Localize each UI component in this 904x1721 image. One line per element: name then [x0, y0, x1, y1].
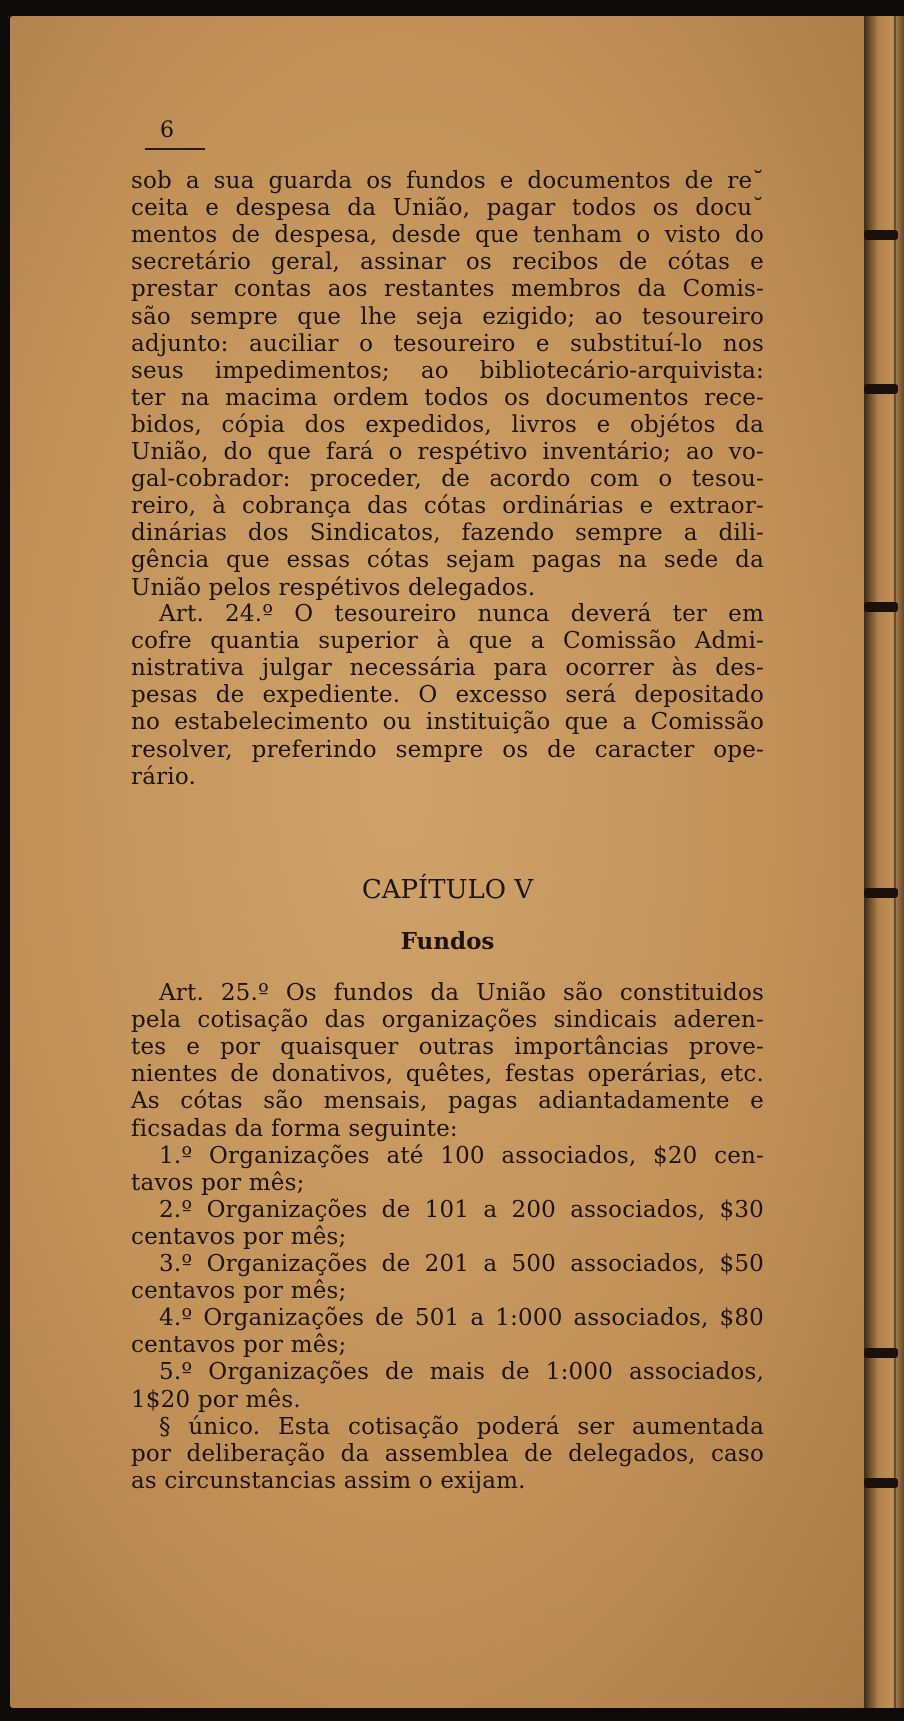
text-line: União, do que fará o respétivo inventário; ao vo- — [131, 439, 764, 465]
text-line: gência que essas cótas sejam pagas na sede da — [131, 547, 764, 574]
text-line: ceita e despesa da União, pagar todos os docu˘ — [131, 195, 764, 222]
text-line: pesas de expediente. O excesso será depositado — [131, 682, 764, 709]
text-line: prestar contas aos restantes membros da Comis- — [131, 276, 764, 303]
text-line: 3.º Organizações de 201 a 500 associados, $50 — [159, 1251, 764, 1277]
text-line: por deliberação da assemblea de delegados, caso — [131, 1440, 764, 1467]
text-line: centavos por mês; — [131, 1332, 347, 1359]
text-line: União pelos respétivos delegados. — [131, 574, 536, 601]
text-line: gal-cobrador: proceder, de acordo com o tesou- — [131, 466, 764, 493]
text-line: ter na macima ordem todos os documentos rece- — [131, 384, 764, 411]
text-line: reiro, à cobrança das cótas ordinárias e extraor- — [131, 493, 764, 520]
text-line: dinárias dos Sindicatos, fazendo sempre a dili- — [131, 520, 764, 547]
text-line: são sempre que lhe seja ezigido; ao tesoureiro — [131, 303, 764, 330]
binding-mark — [864, 230, 898, 240]
text-line: pela cotisação das organizações sindicais aderen- — [131, 1007, 764, 1034]
page-edge-line — [894, 16, 896, 1708]
text-line: bidos, cópia dos expedidos, livros e objétos da — [131, 411, 764, 438]
text-line: 1.º Organizações até 100 associados, $20 cen- — [159, 1142, 764, 1169]
text-line: § único. Esta cotisação poderá ser aumentada — [159, 1413, 764, 1440]
section-title: Fundos — [400, 928, 495, 955]
text-line: mentos de despesa, desde que tenham o visto do — [131, 222, 764, 249]
text-line: no estabelecimento ou instituição que a Comissão — [131, 709, 764, 736]
chapter-title: CAPÍTULO V — [361, 875, 534, 905]
text-line: As cótas são mensais, pagas adiantadamente e — [131, 1088, 764, 1115]
binding-mark — [864, 1348, 898, 1358]
text-line: as circunstancias assim o exijam. — [131, 1467, 526, 1494]
page-number-rule — [145, 148, 205, 150]
text-line: rário. — [131, 763, 197, 790]
text-line: Art. 25.º Os fundos da União são constituidos — [159, 980, 764, 1006]
binding-mark — [864, 384, 898, 394]
text-line: nientes de donativos, quêtes, festas operárias, etc. — [131, 1061, 764, 1088]
text-line: 2.º Organizações de 101 a 200 associados, $30 — [159, 1196, 764, 1223]
text-line: 4.º Organizações de 501 a 1:000 associados, $80 — [159, 1305, 764, 1332]
text-line: centavos por mês; — [131, 1223, 347, 1250]
binding-mark — [864, 1478, 898, 1488]
text-line: cofre quantia superior à que a Comissão Admi- — [131, 628, 764, 655]
text-line: seus impedimentos; ao bibliotecário-arquivista: — [131, 357, 764, 384]
text-line: adjunto: auciliar o tesoureiro e substituí-lo nos — [131, 330, 764, 357]
text-line: resolver, preferindo sempre os de caracter ope- — [131, 736, 764, 763]
binding-mark — [864, 602, 898, 612]
text-line: ficsadas da forma seguinte: — [131, 1115, 458, 1142]
binding-mark — [864, 888, 898, 898]
text-line: 1$20 por mês. — [131, 1386, 301, 1413]
text-line: 5.º Organizações de mais de 1:000 associados, — [159, 1359, 764, 1386]
page-number: 6 — [160, 118, 174, 143]
text-line: Art. 24.º O tesoureiro nunca deverá ter em — [159, 601, 764, 627]
text-line: sob a sua guarda os fundos e documentos de re˘ — [131, 168, 764, 194]
text-line: tavos por mês; — [131, 1169, 305, 1196]
text-line: nistrativa julgar necessária para ocorrer às des- — [131, 655, 764, 682]
page-edge — [864, 16, 904, 1708]
text-line: centavos por mês; — [131, 1278, 347, 1305]
text-line: secretário geral, assinar os recibos de cótas e — [131, 249, 764, 276]
text-line: tes e por quaisquer outras importâncias prove- — [131, 1034, 764, 1061]
